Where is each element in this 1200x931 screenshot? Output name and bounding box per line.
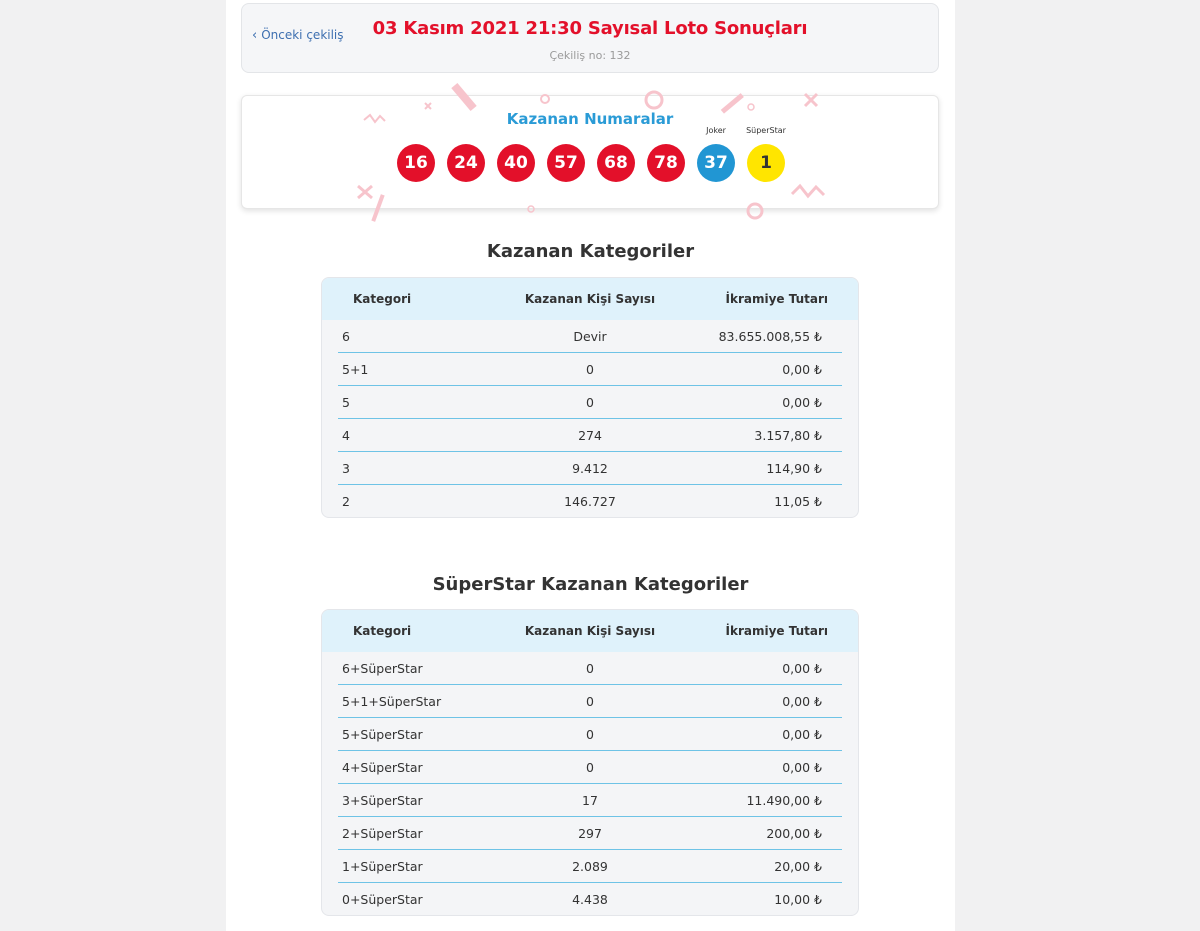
row-count: 274: [578, 428, 602, 443]
row-amount: 83.655.008,55 ₺: [718, 329, 822, 344]
superstar-categories-table: [321, 609, 859, 916]
row-count: 297: [578, 826, 602, 841]
row-count: 4.438: [572, 892, 608, 907]
draw-number: Çekiliş no: 132: [549, 49, 631, 62]
superstar-categories-title: SüperStar Kazanan Kategoriler: [432, 574, 749, 595]
row-amount: 200,00 ₺: [766, 826, 822, 841]
joker-ball: 37: [697, 144, 735, 182]
row-category: 4: [342, 428, 350, 443]
row-category: 2+SüperStar: [342, 826, 423, 841]
row-count: 0: [586, 760, 594, 775]
superstar-label: SüperStar: [746, 126, 786, 135]
categories-title: Kazanan Kategoriler: [486, 241, 695, 262]
row-amount: 114,90 ₺: [766, 461, 822, 476]
row-count: 0: [586, 694, 594, 709]
table-row: [338, 817, 842, 850]
table-row: [338, 485, 842, 517]
header-count: Kazanan Kişi Sayısı: [524, 292, 656, 306]
header-amount: İkramiye Tutarı: [725, 624, 828, 638]
row-amount: 11,05 ₺: [774, 494, 822, 509]
row-amount: 0,00 ₺: [782, 661, 822, 676]
row-category: 5+1: [342, 362, 369, 377]
row-count: Devir: [573, 329, 607, 344]
number-ball: 40: [497, 144, 535, 182]
row-count: 146.727: [564, 494, 616, 509]
page-title: 03 Kasım 2021 21:30 Sayısal Loto Sonuçları: [372, 18, 808, 39]
table-row: [338, 320, 842, 353]
table-header: [322, 278, 858, 320]
superstar-ball: 1: [747, 144, 785, 182]
header-category: Kategori: [353, 292, 412, 306]
chevron-left-icon: ‹: [252, 28, 258, 43]
row-amount: 0,00 ₺: [782, 362, 822, 377]
number-ball: 68: [597, 144, 635, 182]
winning-numbers-card: [241, 95, 939, 209]
categories-table: [321, 277, 859, 518]
row-amount: 0,00 ₺: [782, 694, 822, 709]
row-category: 5+1+SüperStar: [342, 694, 442, 709]
table-body: [322, 652, 858, 915]
row-amount: 11.490,00 ₺: [746, 793, 822, 808]
row-count: 0: [586, 661, 594, 676]
table-row: [338, 419, 842, 452]
row-amount: 3.157,80 ₺: [754, 428, 822, 443]
row-amount: 20,00 ₺: [774, 859, 822, 874]
row-amount: 0,00 ₺: [782, 727, 822, 742]
row-count: 0: [586, 362, 594, 377]
row-category: 4+SüperStar: [342, 760, 423, 775]
row-count: 2.089: [572, 859, 608, 874]
row-category: 2: [342, 494, 350, 509]
previous-draw-label: Önceki çekiliş: [261, 28, 344, 42]
table-row: [338, 353, 842, 386]
draw-header: [241, 3, 939, 73]
row-category: 3: [342, 461, 350, 476]
row-count: 0: [586, 395, 594, 410]
table-row: [338, 784, 842, 817]
row-category: 6: [342, 329, 350, 344]
row-count: 17: [582, 793, 598, 808]
table-row: [338, 652, 842, 685]
row-category: 6+SüperStar: [342, 661, 423, 676]
row-amount: 10,00 ₺: [774, 892, 822, 907]
row-category: 0+SüperStar: [342, 892, 423, 907]
table-row: [338, 685, 842, 718]
table-row: [338, 751, 842, 784]
row-category: 5: [342, 395, 350, 410]
row-category: 5+SüperStar: [342, 727, 423, 742]
winning-numbers-title: Kazanan Numaralar: [506, 110, 674, 128]
number-ball: 16: [397, 144, 435, 182]
row-count: 0: [586, 727, 594, 742]
row-category: 3+SüperStar: [342, 793, 423, 808]
table-row: [338, 883, 842, 915]
header-amount: İkramiye Tutarı: [725, 292, 828, 306]
row-amount: 0,00 ₺: [782, 760, 822, 775]
row-count: 9.412: [572, 461, 608, 476]
number-ball: 78: [647, 144, 685, 182]
table-header: [322, 610, 858, 652]
table-body: [322, 320, 858, 517]
results-page: [226, 0, 955, 931]
joker-label: Joker: [706, 126, 726, 135]
table-row: [338, 718, 842, 751]
number-ball: 24: [447, 144, 485, 182]
header-count: Kazanan Kişi Sayısı: [524, 624, 656, 638]
table-row: [338, 452, 842, 485]
table-row: [338, 850, 842, 883]
row-amount: 0,00 ₺: [782, 395, 822, 410]
number-ball: 57: [547, 144, 585, 182]
row-category: 1+SüperStar: [342, 859, 423, 874]
table-row: [338, 386, 842, 419]
header-category: Kategori: [353, 624, 412, 638]
